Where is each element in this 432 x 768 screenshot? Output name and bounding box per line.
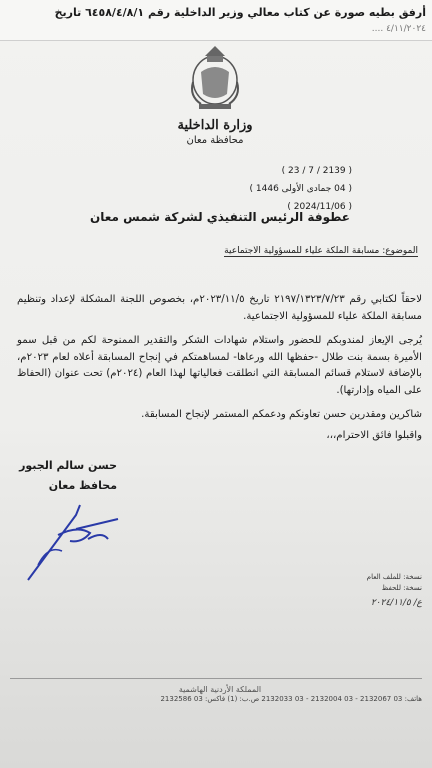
signatory-title: محافظ معان [48, 479, 117, 492]
attached-note-line1: أرفق بطيه صورة عن كتاب معالي وزير الداخلية رقم ٦٤٥٨/٤/٨/١ تاريخ [54, 6, 426, 19]
closing-line: واقبلوا فائق الاحترام،،، [326, 429, 422, 441]
body-paragraph: يُرجى الإيعاز لمندوبكم للحضور واستلام شهادات الشكر والتقدير الممنوحة لكم من قبل سمو الأميرة بسمة بنت طلال -حفظها الله ورعاها- لمساهمتكم في إنجاح المسابقة أعلاه لعام ٢٠٢٣م، بالإضافة لاستلام قسائم المسابقة التي انطلقت فعالياتها لهذا العام (٢٠٢٤م) تحت عنوان (الحفاظ على المياه وإدارتها). [17, 335, 422, 396]
body-paragraph: شاكرين ومقدرين حسن تعاونكم ودعمكم المستمر لإنجاح المسابقة. [141, 409, 422, 420]
gregorian-date: ( 2024/11/06 ) [287, 202, 352, 212]
attached-note-line2: ٤/١١/٢٠٢٤ .... [371, 24, 426, 34]
coat-of-arms-icon [183, 42, 247, 112]
addressee: عطوفة الرئيس التنفيذي لشركة شمس معان [90, 210, 350, 224]
copies-list [367, 572, 422, 594]
reference-block [232, 162, 352, 216]
governorate-name: محافظة معان [186, 135, 244, 146]
letterhead [150, 42, 280, 146]
reference-code: ع/ ٢٠٢٤/١١/٥ [370, 598, 422, 608]
footer-divider [10, 678, 422, 679]
subject-text: الموضوع: مسابقة الملكة علياء للمسؤولية الاجتماعية [224, 246, 418, 256]
handwritten-signature [18, 495, 138, 585]
attached-note [0, 0, 432, 41]
body-paragraph: لاحقاً لكتابي رقم ٢١٩٧/١٣٢٣/٧/٢٣ تاريخ ٢٠٢٣/١١/٥م، بخصوص اللجنة المشكلة لإعداد وتنظيم مسابقة الملكة علياء للمسؤولية الاجتماعية. [17, 294, 423, 322]
copy-line: نسخة: للملف العام [366, 573, 422, 581]
ministry-name: وزارة الداخلية [177, 118, 253, 133]
signatory-name: حسن سالم الجبور [19, 459, 117, 472]
signature-block [7, 456, 117, 496]
hijri-date: ( 04 جمادى الأولى 1446 ) [249, 184, 352, 194]
footer-contacts: هاتف: 03 2132067 - 03 2132004 - 03 2132033 ص.ب: (1) فاكس: 03 2132586 [160, 695, 422, 703]
footer-organization: المملكة الأردنية الهاشمية [178, 685, 262, 694]
reference-number: ( 2139 / 7 / 23 ) [281, 166, 352, 176]
subject-line [224, 246, 418, 256]
letter-body [17, 292, 422, 452]
copy-line: نسخة: للحفظ [381, 584, 422, 592]
